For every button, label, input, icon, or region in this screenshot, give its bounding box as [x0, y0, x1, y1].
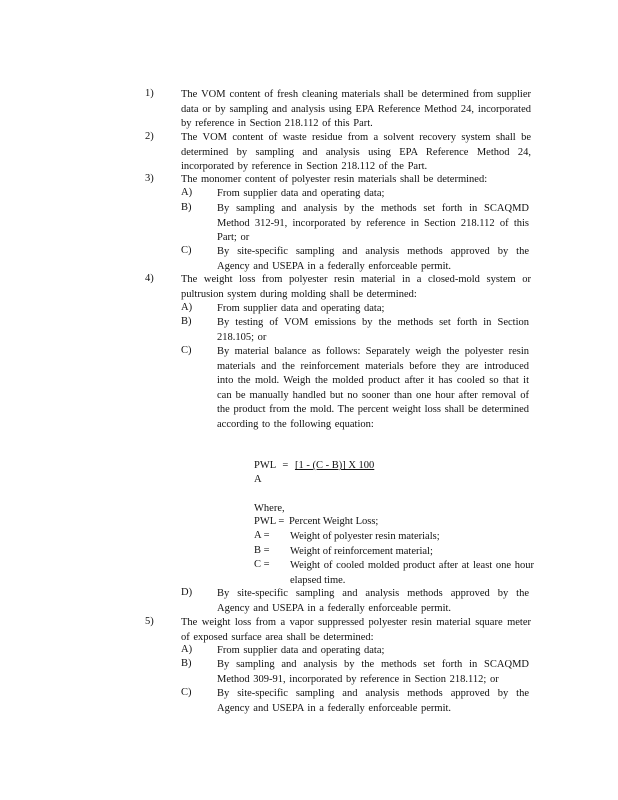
- sub-item-text: By site-specific sampling and analysis methods approved by the Agency and USEPA in a federally enforceable permit.: [217, 688, 529, 714]
- sub-item-text: By material balance as follows: Separately weigh the polyester resin materials and the reinforcement materials before they are introduced into the mold. Weigh the molded product after it has cooled so that it can be manually handled but no sooner than one hour after removal of the product from the mold. The percent weight loss shall be determined according to the following equation:: [217, 346, 529, 430]
- equation-lhs: PWL: [254, 460, 276, 471]
- definition-text: Weight of polyester resin materials;: [290, 531, 440, 542]
- sub-item-text: By site-specific sampling and analysis methods approved by the Agency and USEPA in a federally enforceable permit.: [217, 246, 529, 272]
- definition-label: C =: [254, 559, 270, 570]
- definition-text: Weight of cooled molded product after at least one hour elapsed time.: [290, 560, 534, 586]
- item-number: 3): [145, 173, 154, 184]
- sub-item-label: B): [181, 658, 192, 669]
- definition-text: Weight of reinforcement material;: [290, 546, 433, 557]
- equation-numerator: [1 - (C - B)] X 100: [294, 460, 375, 471]
- item-number: 2): [145, 131, 154, 142]
- sub-item-label: A): [181, 302, 193, 313]
- equation-denominator: A: [254, 474, 262, 485]
- definition-label: B =: [254, 545, 270, 556]
- sub-item-text: By site-specific sampling and analysis methods approved by the Agency and USEPA in a federally enforceable permit.: [217, 588, 529, 614]
- sub-item-label: D): [181, 587, 193, 598]
- sub-item-text: By sampling and analysis by the methods set forth in SCAQMD Method 309-91, incorporated by reference in Section 218.112; or: [217, 659, 529, 685]
- item-number: 4): [145, 273, 154, 284]
- definition-row: [254, 516, 544, 527]
- item-text: The weight loss from polyester resin material in a closed-mold system or pultrusion system during molding shall be determined:: [181, 274, 531, 300]
- sub-item-label: A): [181, 187, 193, 198]
- sub-item-text: By testing of VOM emissions by the methods set forth in Section 218.105; or: [217, 317, 529, 343]
- item-text: The weight loss from a vapor suppressed polyester resin material square meter of exposed surface area shall be determined:: [181, 617, 531, 643]
- item-text: The VOM content of waste residue from a solvent recovery system shall be determined by sampling and analysis using EPA Reference Method 24, incorporated by reference in Section 218.112 of the Part.: [181, 132, 531, 172]
- sub-item-label: B): [181, 316, 192, 327]
- where-label: Where,: [254, 503, 285, 514]
- sub-item-label: B): [181, 202, 192, 213]
- item-number: 1): [145, 88, 154, 99]
- equation-equals: =: [282, 460, 289, 471]
- item-text: The VOM content of fresh cleaning materials shall be determined from supplier data or by sampling and analysis using EPA Reference Method 24, incorporated by reference in Section 218.112 of this Part.: [181, 89, 531, 129]
- sub-item-text: By sampling and analysis by the methods set forth in SCAQMD Method 312-91, incorporated by reference in Section 218.112 of this Part; or: [217, 203, 529, 243]
- equation: [254, 459, 374, 474]
- sub-item-text: From supplier data and operating data;: [217, 303, 385, 314]
- definition-label: A =: [254, 530, 270, 541]
- sub-item-label: C): [181, 345, 192, 356]
- sub-item-text: From supplier data and operating data;: [217, 645, 385, 656]
- sub-item-label: C): [181, 687, 192, 698]
- definition-label: PWL =: [254, 516, 285, 527]
- sub-item-label: A): [181, 644, 193, 655]
- item-number: 5): [145, 616, 154, 627]
- definition-text: Percent Weight Loss;: [288, 516, 379, 527]
- sub-item-text: From supplier data and operating data;: [217, 188, 385, 199]
- sub-item-label: C): [181, 245, 192, 256]
- item-text: The monomer content of polyester resin materials shall be determined:: [181, 174, 488, 185]
